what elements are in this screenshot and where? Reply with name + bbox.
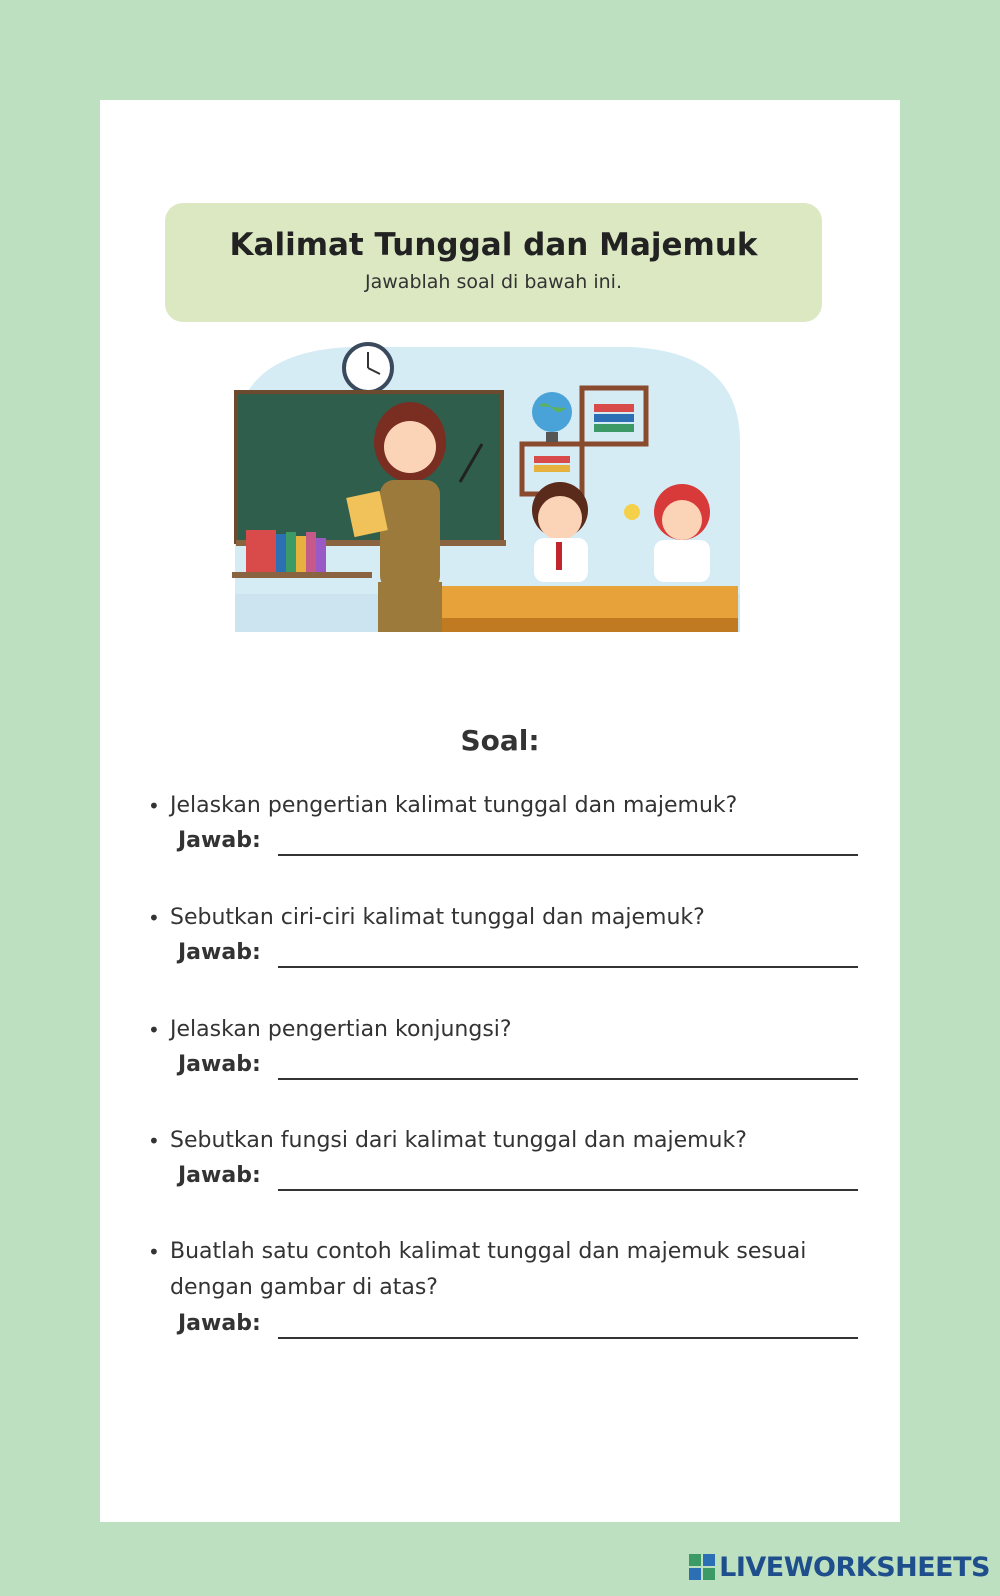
bullet: • — [148, 1240, 160, 1264]
answer-line-1[interactable] — [278, 854, 858, 856]
answer-line-5[interactable] — [278, 1337, 858, 1339]
answer-label: Jawab: — [178, 1311, 261, 1336]
answer-row — [178, 828, 858, 858]
answer-label: Jawab: — [178, 1163, 261, 1188]
worksheet-page — [100, 100, 900, 1522]
answer-line-4[interactable] — [278, 1189, 858, 1191]
bullet: • — [148, 794, 160, 818]
question-item — [148, 788, 868, 824]
question-item — [148, 1123, 868, 1159]
liveworksheets-logo-icon — [689, 1554, 715, 1580]
answer-line-2[interactable] — [278, 966, 858, 968]
bullet: • — [148, 906, 160, 930]
question-text: Sebutkan ciri-ciri kalimat tunggal dan majemuk? — [170, 905, 705, 930]
page-title: Kalimat Tunggal dan Majemuk — [229, 227, 758, 263]
bullet: • — [148, 1018, 160, 1042]
question-text: Jelaskan pengertian kalimat tunggal dan majemuk? — [170, 793, 738, 818]
answer-row — [178, 940, 858, 970]
question-item — [148, 900, 868, 936]
brand-name: LIVEWORKSHEETS — [719, 1551, 990, 1583]
question-text: Jelaskan pengertian konjungsi? — [170, 1017, 512, 1042]
header-box — [165, 203, 822, 322]
answer-row — [178, 1311, 858, 1341]
page-subtitle: Jawablah soal di bawah ini. — [365, 271, 622, 293]
answer-line-3[interactable] — [278, 1078, 858, 1080]
answer-label: Jawab: — [178, 828, 261, 853]
clock-icon — [344, 344, 392, 392]
question-text: Buatlah satu contoh kalimat tunggal dan majemuk sesuai dengan gambar di atas? — [170, 1239, 807, 1300]
liveworksheets-brand[interactable] — [689, 1552, 990, 1582]
question-item — [148, 1234, 828, 1306]
bullet: • — [148, 1129, 160, 1153]
answer-row — [178, 1163, 858, 1193]
classroom-illustration — [230, 332, 760, 632]
answer-row — [178, 1052, 858, 1082]
answer-label: Jawab: — [178, 940, 261, 965]
question-item — [148, 1012, 868, 1048]
questions-heading: Soal: — [460, 724, 540, 757]
question-text: Sebutkan fungsi dari kalimat tunggal dan majemuk? — [170, 1128, 747, 1153]
answer-label: Jawab: — [178, 1052, 261, 1077]
